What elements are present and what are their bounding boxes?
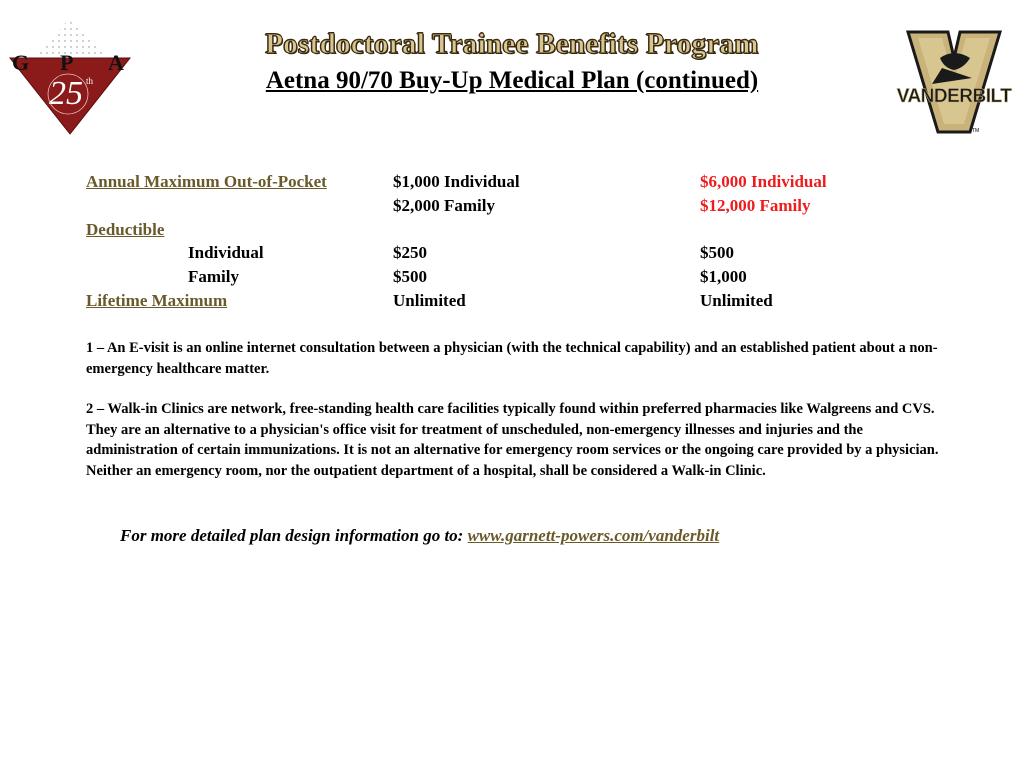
deductible-family-in: $500 <box>393 267 427 286</box>
lifetime-out: Unlimited <box>700 291 773 310</box>
oop-out-individual: $6,000 Individual <box>700 172 827 191</box>
gpa-anniversary-number: 25 <box>49 75 83 112</box>
deductible-individual-label: Individual <box>188 243 264 262</box>
vanderbilt-v-graphic <box>890 28 1018 136</box>
deductible-family-out: $1,000 <box>700 267 747 286</box>
table-row-oop <box>86 172 986 196</box>
plan-info-link[interactable]: www.garnett-powers.com/vanderbilt <box>467 526 720 545</box>
vanderbilt-logo <box>890 28 1018 136</box>
oop-out-family: $12,000 Family <box>700 196 811 215</box>
page-subtitle: Aetna 90/70 Buy-Up Medical Plan (continued) <box>265 67 759 94</box>
deductible-label-link[interactable]: Deductible <box>86 220 165 239</box>
more-info-text: For more detailed plan design information go to: <box>120 526 468 545</box>
footnote-evisit: 1 – An E-visit is an online internet consultation between a physician (with the technical capability) and an established patient about a non-emergency healthcare matter. <box>86 340 938 377</box>
oop-label-link[interactable]: Annual Maximum Out-of-Pocket <box>86 172 327 191</box>
deductible-individual-in: $250 <box>393 243 427 262</box>
table-row-deductible <box>86 220 986 244</box>
lifetime-in: Unlimited <box>393 291 466 310</box>
lifetime-label-link[interactable]: Lifetime Maximum <box>86 291 228 310</box>
page-title: Postdoctoral Trainee Benefits Program <box>265 28 759 60</box>
table-row-deductible-family <box>86 267 986 291</box>
deductible-family-label: Family <box>188 267 239 286</box>
gpa-letter-g: G <box>12 50 30 75</box>
vanderbilt-wordmark: VANDERBILT <box>896 86 1012 107</box>
oop-in-individual: $1,000 Individual <box>393 172 520 191</box>
table-row-oop-family <box>86 196 986 220</box>
footnote-walkin: 2 – Walk-in Clinics are network, free-standing health care facilities typically found within preferred pharmacies like Walgreens and CVS. They are an alternative to a physician's office visit for treatment of unscheduled, non-emergency illnesses and injuries and the administration of certain immunizations. It is not an alternative for emergency room services or the ongoing care provided by a physician. Neither an emergency room, nor the outpatient department of a hospital, shall be considered a Walk-in Clinic. <box>86 401 939 479</box>
vanderbilt-trademark: TM <box>972 128 980 134</box>
gpa-letter-p: P <box>60 50 74 75</box>
table-row-lifetime <box>86 291 986 315</box>
deductible-individual-out: $500 <box>700 243 734 262</box>
oop-in-family: $2,000 Family <box>393 196 495 215</box>
gpa-letter-a: A <box>108 50 124 75</box>
more-info-line <box>120 526 719 546</box>
table-row-deductible-individual <box>86 243 986 267</box>
gpa-anniversary-suffix: th <box>86 76 94 86</box>
